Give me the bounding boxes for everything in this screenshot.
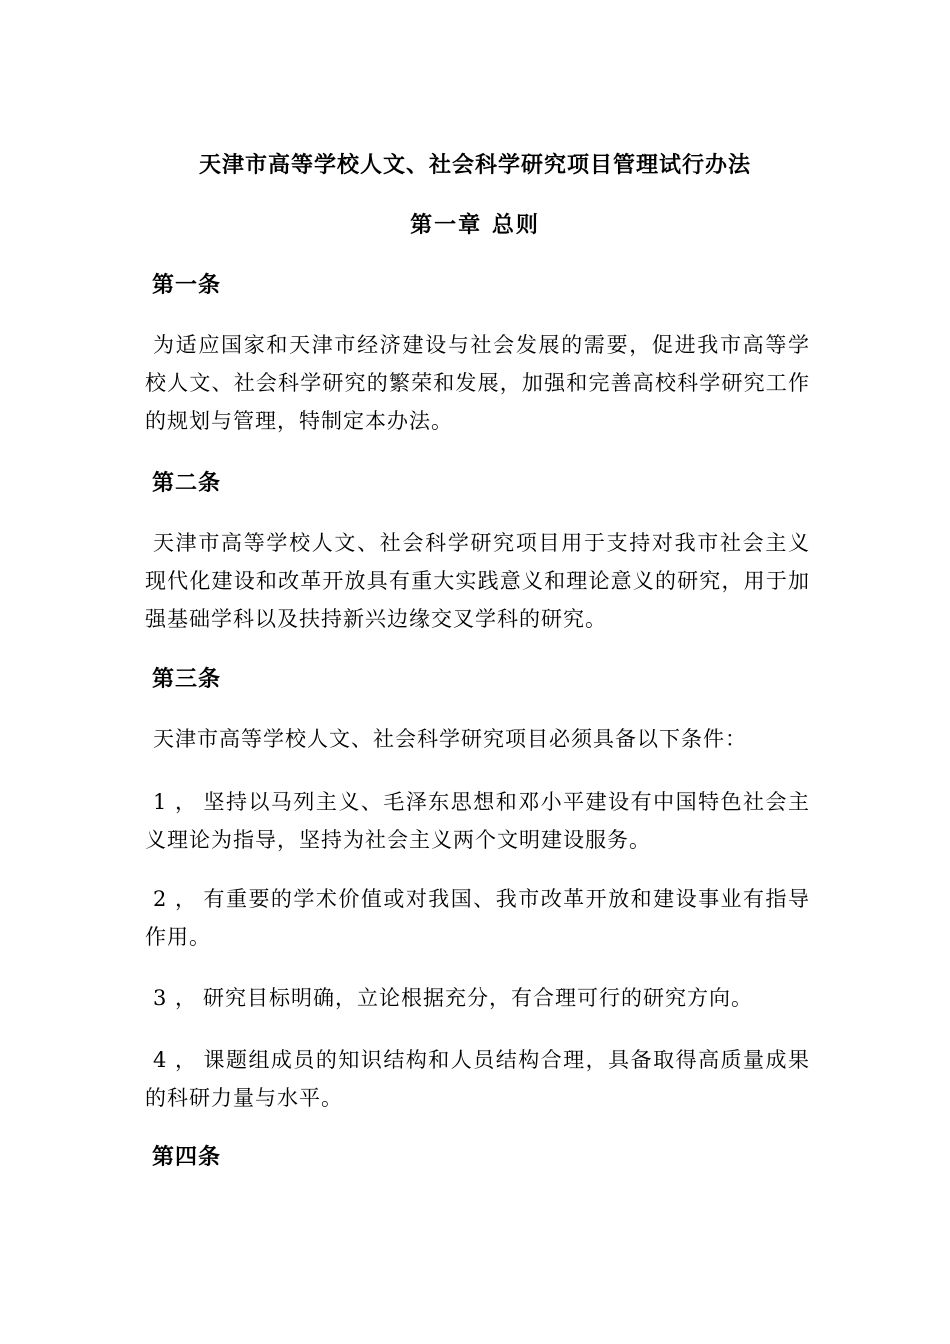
condition-item-number: 1 ， bbox=[153, 790, 198, 814]
document-title: 天津市高等学校人文、社会科学研究项目管理试行办法 bbox=[198, 152, 751, 178]
article-3-intro: 天津市高等学校人文、社会科学研究项目必须具备以下条件： bbox=[153, 727, 747, 751]
condition-item-2 bbox=[145, 880, 810, 956]
article-1-heading: 第一条 bbox=[152, 272, 222, 298]
article-3-heading: 第三条 bbox=[152, 666, 222, 692]
condition-item-text: 坚持以马列主义、毛泽东思想和邓小平建设有中国特色社会主义理论为指导，坚持为社会主义两个文明建设服务。 bbox=[145, 790, 810, 852]
condition-item-number: 3 ， bbox=[153, 986, 198, 1010]
article-2-text: 天津市高等学校人文、社会科学研究项目用于支持对我市社会主义现代化建设和改革开放具有重大实践意义和理论意义的研究，用于加强基础学科以及扶持新兴边缘交叉学科的研究。 bbox=[145, 531, 810, 631]
condition-item-number: 2 ， bbox=[153, 887, 198, 911]
article-4-heading: 第四条 bbox=[152, 1144, 222, 1170]
article-1-text: 为适应国家和天津市经济建设与社会发展的需要，促进我市高等学校人文、社会科学研究的繁荣和发展，加强和完善高校科学研究工作的规划与管理，特制定本办法。 bbox=[145, 333, 810, 433]
condition-item-text: 研究目标明确，立论根据充分，有合理可行的研究方向。 bbox=[203, 986, 753, 1010]
condition-item-text: 课题组成员的知识结构和人员结构合理，具备取得高质量成果的科研力量与水平。 bbox=[145, 1048, 810, 1110]
condition-item-3 bbox=[145, 979, 810, 1017]
article-2-heading: 第二条 bbox=[152, 470, 222, 496]
condition-item-4 bbox=[145, 1041, 810, 1117]
condition-item-number: 4 ， bbox=[153, 1048, 198, 1072]
chapter-title: 第一章 总则 bbox=[410, 212, 540, 238]
condition-item-text: 有重要的学术价值或对我国、我市改革开放和建设事业有指导作用。 bbox=[145, 887, 810, 949]
condition-item-1 bbox=[145, 783, 810, 859]
